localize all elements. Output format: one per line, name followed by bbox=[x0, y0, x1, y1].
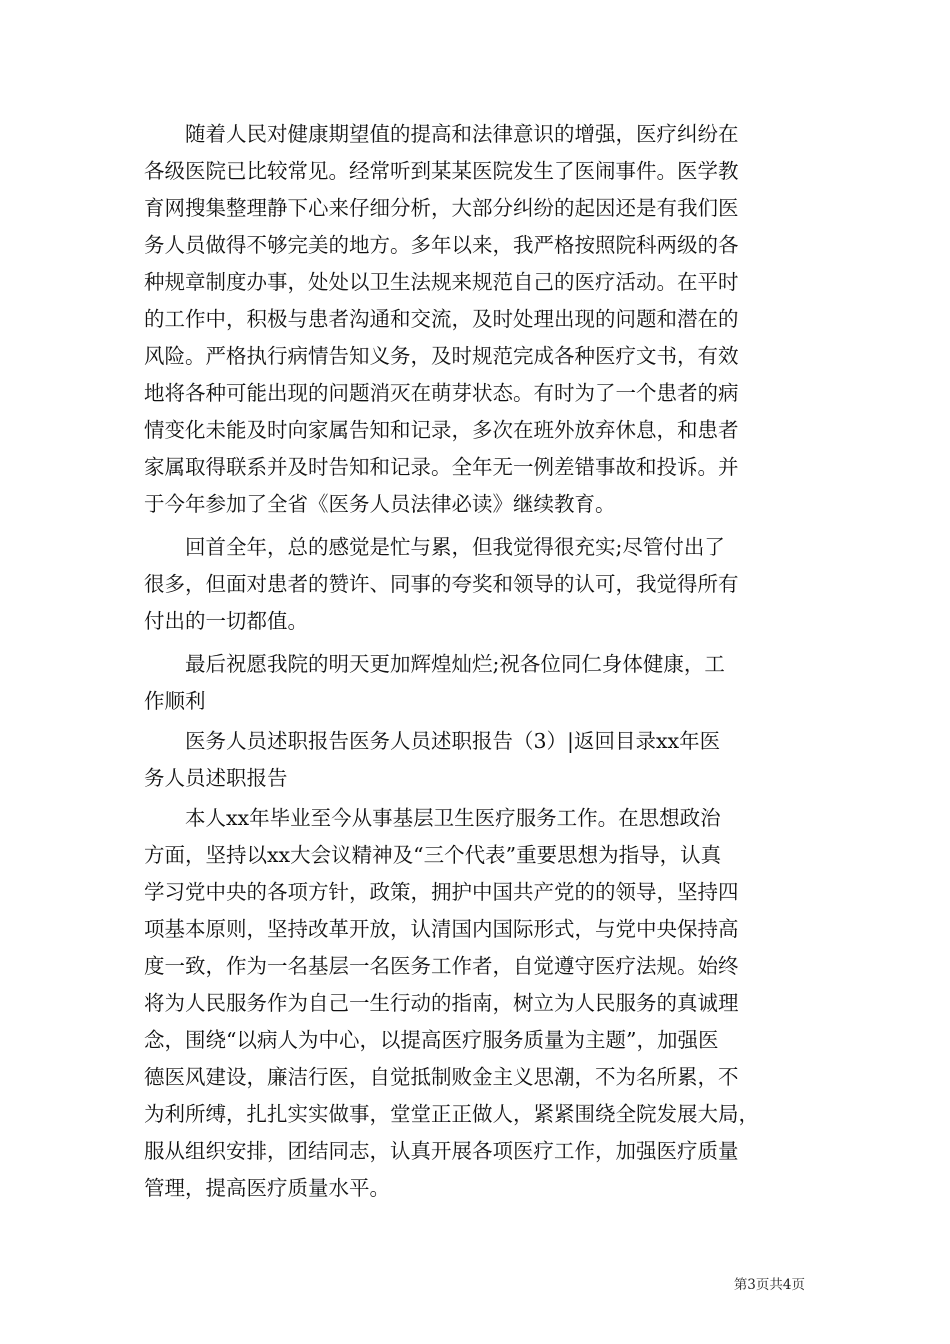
text-line: 的工作中，积极与患者沟通和交流，及时处理出现的问题和潜在的 bbox=[144, 307, 739, 331]
text-line: 学习党中央的各项方针，政策，拥护中国共产党的的领导，坚持四 bbox=[144, 880, 739, 904]
text-line: 付出的一切都值。 bbox=[144, 609, 308, 633]
text-line: 务人员做得不够完美的地方。多年以来，我严格按照院科两级的各 bbox=[144, 233, 739, 257]
paragraph-section-heading bbox=[144, 723, 830, 797]
text-line: 服从组织安排，团结同志，认真开展各项医疗工作，加强医疗质量 bbox=[144, 1139, 739, 1163]
text-line: 项基本原则，坚持改革开放，认清国内国际形式，与党中央保持高 bbox=[144, 917, 739, 941]
text-line: 方面，坚持以xx大会议精神及“三个代表”重要思想为指导，认真 bbox=[144, 843, 722, 867]
text-line: 医务人员述职报告医务人员述职报告（3）|返回目录xx年医 bbox=[185, 729, 721, 753]
text-line: 念，围绕“以病人为中心，以提高医疗服务质量为主题”，加强医 bbox=[144, 1028, 719, 1052]
text-line: 情变化未能及时向家属告知和记录，多次在班外放弃休息，和患者 bbox=[144, 418, 739, 442]
text-line: 将为人民服务作为自己一生行动的指南，树立为人民服务的真诚理 bbox=[144, 991, 739, 1015]
paragraph-wishes bbox=[144, 646, 830, 720]
text-line: 为利所缚，扎扎实实做事，堂堂正正做人，紧紧围绕全院发展大局， bbox=[144, 1102, 759, 1126]
text-line: 育网搜集整理静下心来仔细分析，大部分纠纷的起因还是有我们医 bbox=[144, 196, 739, 220]
text-line: 很多，但面对患者的赞许、同事的夸奖和领导的认可，我觉得所有 bbox=[144, 572, 739, 596]
text-line: 随着人民对健康期望值的提高和法律意识的增强，医疗纠纷在 bbox=[185, 122, 739, 146]
text-line: 务人员述职报告 bbox=[144, 766, 288, 790]
paragraph-year-review bbox=[144, 529, 830, 640]
text-line: 管理，提高医疗质量水平。 bbox=[144, 1176, 390, 1200]
paragraph-medical-disputes bbox=[144, 116, 830, 523]
text-line: 于今年参加了全省《医务人员法律必读》继续教育。 bbox=[144, 492, 616, 516]
text-line: 本人xx年毕业至今从事基层卫生医疗服务工作。在思想政治 bbox=[185, 806, 721, 830]
text-line: 风险。严格执行病情告知义务，及时规范完成各种医疗文书，有效 bbox=[144, 344, 739, 368]
text-line: 度一致，作为一名基层一名医务工作者，自觉遵守医疗法规。始终 bbox=[144, 954, 739, 978]
text-line: 各级医院已比较常见。经常听到某某医院发生了医闹事件。医学教 bbox=[144, 159, 739, 183]
text-line: 家属取得联系并及时告知和记录。全年无一例差错事故和投诉。并 bbox=[144, 455, 739, 479]
text-line: 德医风建设，廉洁行医，自觉抵制败金主义思潮，不为名所累，不 bbox=[144, 1065, 739, 1089]
document-body bbox=[144, 116, 830, 1207]
text-line: 地将各种可能出现的问题消灭在萌芽状态。有时为了一个患者的病 bbox=[144, 381, 739, 405]
text-line: 种规章制度办事，处处以卫生法规来规范自己的医疗活动。在平时 bbox=[144, 270, 739, 294]
text-line: 回首全年，总的感觉是忙与累，但我觉得很充实;尽管付出了 bbox=[185, 535, 725, 559]
paragraph-self-introduction bbox=[144, 800, 830, 1207]
page-number: 第3页共4页 bbox=[733, 1277, 805, 1293]
text-line: 作顺利 bbox=[144, 689, 206, 713]
text-line: 最后祝愿我院的明天更加辉煌灿烂;祝各位同仁身体健康，工 bbox=[185, 652, 725, 676]
